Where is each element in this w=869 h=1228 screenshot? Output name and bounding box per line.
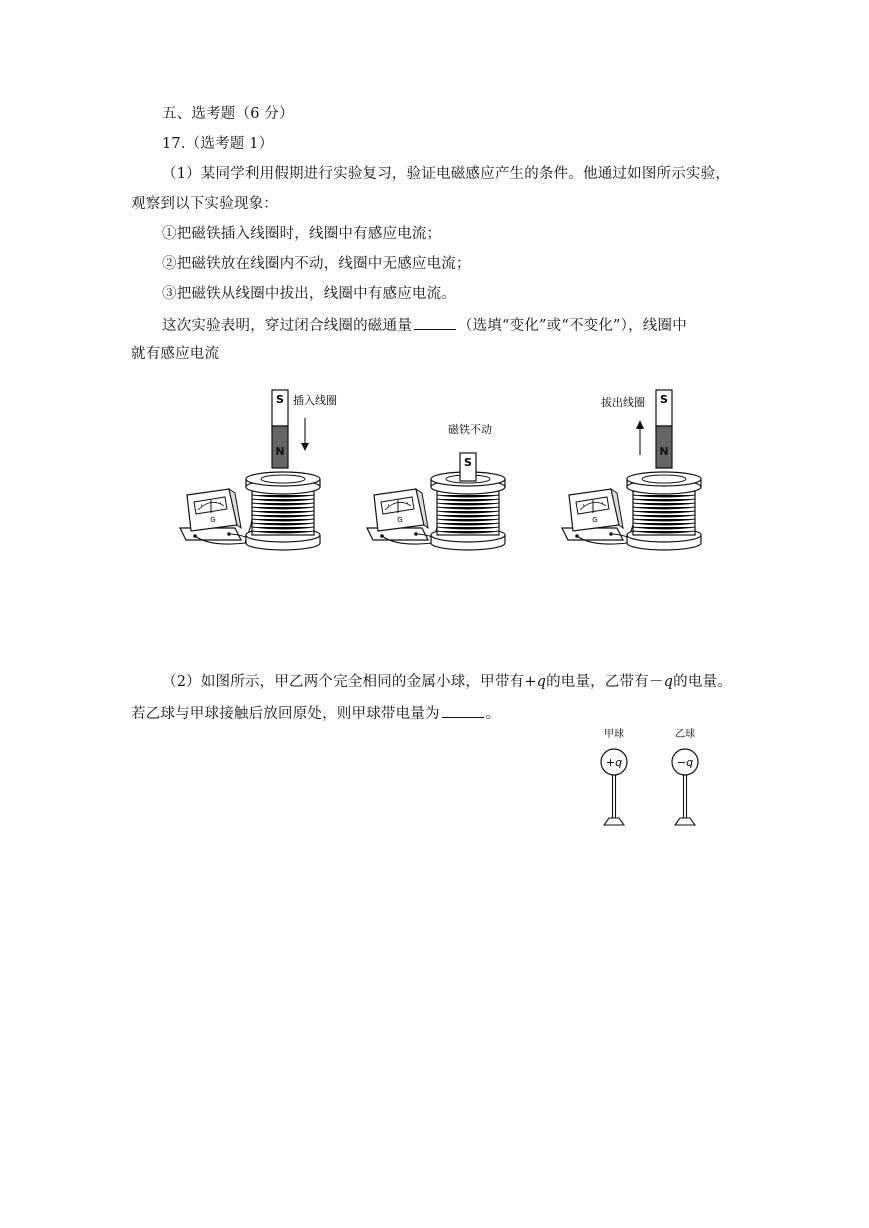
part2-line1-text-c: 的电量。	[673, 674, 732, 690]
coil-3	[627, 472, 701, 550]
question-number: 17.（选考题 1）	[162, 136, 274, 152]
part2-line1	[162, 672, 732, 692]
coil-2	[431, 472, 505, 550]
ball-a	[601, 727, 627, 825]
conclusion-line2: 就有感应电流	[131, 346, 220, 362]
answer-blank-1[interactable]	[414, 314, 456, 330]
observation-1: ①把磁铁插入线圈时，线圈中有感应电流；	[162, 226, 442, 242]
galvanometer-2	[367, 489, 428, 540]
induction-figure	[175, 385, 705, 560]
magnet-s-label-3: S	[660, 393, 668, 406]
ball-b-base	[675, 818, 695, 825]
magnet-n-label-1: N	[275, 445, 285, 458]
down-arrow-head	[301, 443, 309, 451]
charged-balls-figure	[590, 722, 720, 832]
conclusion-line1	[162, 314, 687, 336]
galvanometer-3	[562, 489, 623, 540]
observation-2: ②把磁铁放在线圈内不动，线圈中无感应电流；	[162, 256, 471, 272]
galvanometer-label-1: G	[210, 516, 216, 524]
part2-q-symbol-1: q	[536, 674, 547, 690]
ball-a-charge: +q	[605, 756, 623, 769]
part2-line2-text-a: 若乙球与甲球接触后放回原处，则甲球带电量为	[131, 706, 440, 722]
panel-extract-label: 拔出线圈	[601, 396, 645, 409]
part2-line2	[131, 702, 500, 724]
section-title: 五、选考题（6 分）	[162, 106, 294, 122]
magnet-s-label-2: S	[464, 456, 472, 469]
ball-a-label: 甲球	[604, 729, 624, 740]
magnet-s-label-1: S	[276, 393, 284, 406]
galvanometer-label-2: G	[397, 516, 403, 524]
ball-a-base	[604, 818, 624, 825]
part2-line1-text-a: （2）如图所示，甲乙两个完全相同的金属小球，甲带有+	[162, 674, 537, 690]
up-arrow-head	[636, 420, 644, 429]
ball-b-label: 乙球	[675, 729, 695, 740]
panel-static-label: 磁铁不动	[448, 423, 492, 436]
observation-3: ③把磁铁从线圈中拔出，线圈中有感应电流。	[162, 286, 456, 302]
part1-intro-line1: （1）某同学利用假期进行实验复习，验证电磁感应产生的条件。他通过如图所示实验，	[162, 166, 731, 182]
coil-1	[246, 472, 320, 550]
ball-b-charge: −q	[676, 756, 694, 769]
galvanometer-1	[180, 489, 241, 540]
part2-q-symbol-2: q	[663, 674, 674, 690]
panel-extract	[562, 390, 701, 550]
part2-line1-text-b: 的电量，乙带有－	[546, 674, 664, 690]
conclusion-text-before-blank: 这次实验表明，穿过闭合线圈的磁通量	[162, 318, 412, 334]
panel-insert	[180, 390, 337, 550]
panel-static	[367, 422, 505, 550]
magnet-n-label-3: N	[659, 445, 669, 458]
answer-blank-2[interactable]	[442, 702, 484, 718]
part1-intro-line2: 观察到以下实验现象：	[131, 196, 278, 212]
panel-insert-label: 插入线圈	[293, 394, 337, 407]
conclusion-text-after-blank: （选填“变化”或“不变化”），线圈中	[457, 318, 687, 334]
galvanometer-label-3: G	[592, 516, 598, 524]
ball-b	[672, 727, 698, 825]
part2-line2-text-b: 。	[485, 706, 501, 722]
